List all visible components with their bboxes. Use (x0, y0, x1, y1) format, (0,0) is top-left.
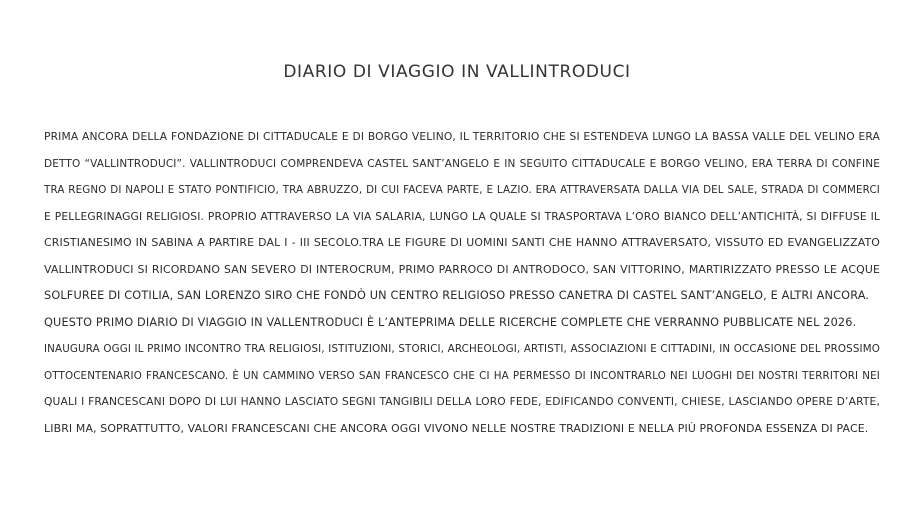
paragraph-intro (44, 124, 880, 310)
text-line: INAUGURA OGGI IL PRIMO INCONTRO TRA RELIGIOSI, ISTITUZIONI, STORICI, ARCHEOLOGI, ARTISTI, ASSOCIAZIONI E CITTADINI, IN OCCASIONE DEL PROSSIMO (44, 343, 880, 355)
text-line: OTTOCENTENARIO FRANCESCANO. È UN CAMMINO VERSO SAN FRANCESCO CHE CI HA PERMESSO DI INCONTRARLO NEI LUOGHI DEI NOSTRI TERRITORI NEI (44, 369, 880, 382)
paragraph-preview (44, 310, 880, 337)
text-line: DETTO “VALLINTRODUCI”. VALLINTRODUCI COMPRENDEVA CASTEL SANT’ANGELO E IN SEGUITO CITTADUCALE E BORGO VELINO, ERA TERRA DI CONFINE (44, 157, 880, 170)
text-line: PRIMA ANCORA DELLA FONDAZIONE DI CITTADUCALE E DI BORGO VELINO, IL TERRITORIO CHE SI ESTENDEVA LUNGO LA BASSA VALLE DEL VELINO ERA (44, 130, 880, 143)
text-line: SOLFUREE DI COTILIA, SAN LORENZO SIRO CHE FONDÒ UN CENTRO RELIGIOSO PRESSO CANETRA DI CASTEL SANT’ANGELO, E ALTRI ANCORA. (44, 289, 870, 302)
page-title: DIARIO DI VIAGGIO IN VALLINTRODUCI (283, 62, 631, 82)
article-body (44, 124, 880, 442)
text-line: LIBRI MA, SOPRATTUTTO, VALORI FRANCESCANI CHE ANCORA OGGI VIVONO NELLE NOSTRE TRADIZIONI E NELLA PIÙ PROFONDA ESSENZA DI PACE. (44, 421, 869, 435)
text-line: QUALI I FRANCESCANI DOPO DI LUI HANNO LASCIATO SEGNI TANGIBILI DELLA LORO FEDE, EDIFICANDO CONVENTI, CHIESE, LASCIANDO OPERE D’ARTE, (44, 395, 880, 408)
text-line: VALLINTRODUCI SI RICORDANO SAN SEVERO DI INTEROCRUM, PRIMO PARROCO DI ANTRODOCO, SAN VITTORINO, MARTIRIZZATO PRESSO LE ACQUE (44, 262, 880, 276)
text-line: TRA REGNO DI NAPOLI E STATO PONTIFICIO, TRA ABRUZZO, DI CUI FACEVA PARTE, E LAZIO. ERA ATTRAVERSATA DALLA VIA DEL SALE, STRADA DI COMMERCI (44, 184, 880, 196)
text-line: CRISTIANESIMO IN SABINA A PARTIRE DAL I - III SECOLO.TRA LE FIGURE DI UOMINI SANTI CHE HANNO ATTRAVERSATO, VISSUTO ED EVANGELIZZATO (44, 236, 880, 249)
text-line: E PELLEGRINAGGI RELIGIOSI. PROPRIO ATTRAVERSO LA VIA SALARIA, LUNGO LA QUALE SI TRASPORTAVA L’ORO BIANCO DELL’ANTICHITÀ, SI DIFFUSE IL (44, 209, 880, 223)
paragraph-inauguration (44, 336, 880, 442)
text-line: QUESTO PRIMO DIARIO DI VIAGGIO IN VALLENTRODUCI È L’ANTEPRIMA DELLE RICERCHE COMPLETE CHE VERRANNO PUBBLICATE NEL 2026. (44, 315, 857, 329)
